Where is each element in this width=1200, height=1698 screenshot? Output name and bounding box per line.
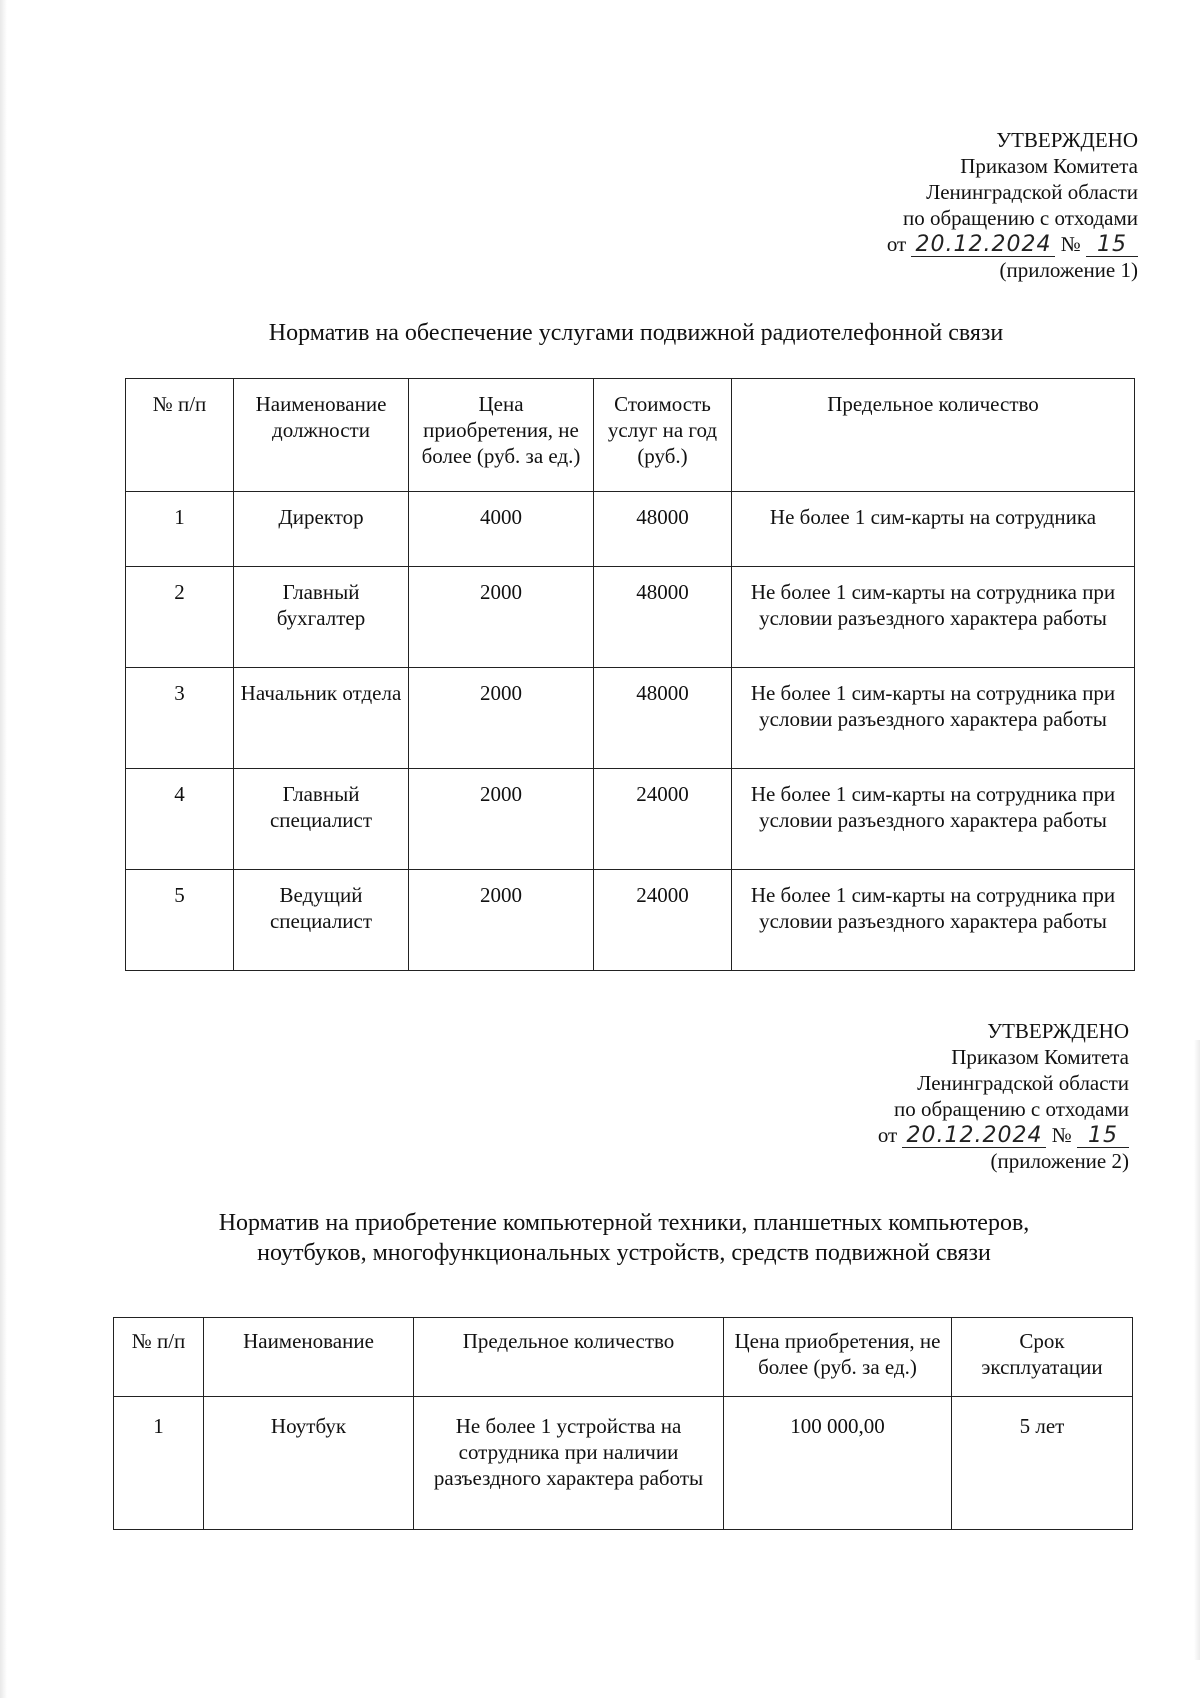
computer-equipment-table: [113, 1317, 1133, 1530]
column-header: Цена приобретения, не более (руб. за ед.): [409, 379, 594, 492]
cell-number: 4: [126, 769, 234, 870]
column-header: Цена приобретения, не более (руб. за ед.): [724, 1318, 952, 1397]
column-header: Предельное количество: [732, 379, 1135, 492]
title-line: Норматив на приобретение компьютерной техники, планшетных компьютеров,: [218, 1210, 1030, 1236]
number-prefix: №: [1060, 232, 1081, 256]
cell-limit: Не более 1 сим-карты на сотрудника при условии разъездного характера работы: [732, 769, 1135, 870]
scan-edge-right: [1194, 1040, 1200, 1660]
table-row: [126, 492, 1135, 567]
approval-line: по обращению с отходами: [903, 206, 1138, 230]
handwritten-number: 15: [1086, 234, 1138, 257]
cell-price: 100 000,00: [724, 1397, 952, 1530]
column-header: Наименование: [204, 1318, 414, 1397]
cell-number: 1: [126, 492, 234, 567]
cell-position: Директор: [234, 492, 409, 567]
approval-block-2: [878, 1018, 1129, 1174]
approval-date-line: [878, 1122, 1129, 1148]
cell-position: Главный специалист: [234, 769, 409, 870]
column-header: Наименование должности: [234, 379, 409, 492]
date-prefix: от: [877, 1123, 898, 1147]
cell-limit: Не более 1 сим-карты на сотрудника при условии разъездного характера работы: [732, 567, 1135, 668]
approval-line: Приказом Комитета: [951, 1045, 1129, 1069]
approval-block-1: [887, 127, 1138, 283]
mobile-services-table: [125, 378, 1135, 971]
handwritten-number: 15: [1077, 1125, 1129, 1148]
approval-line: Ленинградской области: [926, 180, 1138, 204]
cell-price: 2000: [409, 769, 594, 870]
number-prefix: №: [1051, 1123, 1072, 1147]
cell-price: 2000: [409, 870, 594, 971]
cell-limit: Не более 1 сим-карты на сотрудника при условии разъездного характера работы: [732, 668, 1135, 769]
cell-annual-cost: 24000: [594, 769, 732, 870]
table-row: [126, 668, 1135, 769]
column-header: № п/п: [126, 379, 234, 492]
approval-line: Приказом Комитета: [960, 154, 1138, 178]
cell-number: 2: [126, 567, 234, 668]
cell-limit: Не более 1 сим-карты на сотрудника: [732, 492, 1135, 567]
column-header: № п/п: [114, 1318, 204, 1397]
handwritten-date: 20.12.2024: [911, 234, 1055, 257]
cell-annual-cost: 24000: [594, 870, 732, 971]
cell-number: 5: [126, 870, 234, 971]
approval-line: по обращению с отходами: [894, 1097, 1129, 1121]
table-row: [114, 1397, 1133, 1530]
cell-price: 2000: [409, 668, 594, 769]
cell-item-name: Ноутбук: [204, 1397, 414, 1530]
cell-service-life: 5 лет: [952, 1397, 1133, 1530]
cell-position: Ведущий специалист: [234, 870, 409, 971]
cell-annual-cost: 48000: [594, 567, 732, 668]
table-row: [126, 870, 1135, 971]
cell-limit: Не более 1 устройства на сотрудника при наличии разъездного характера работы: [414, 1397, 724, 1530]
table-row: [126, 567, 1135, 668]
column-header: Предельное количество: [414, 1318, 724, 1397]
approval-date-line: [887, 231, 1138, 257]
scan-edge-left: [0, 0, 7, 1698]
cell-number: 3: [126, 668, 234, 769]
table-header-row: [114, 1318, 1133, 1397]
date-prefix: от: [886, 232, 907, 256]
table-header-row: [126, 379, 1135, 492]
cell-number: 1: [114, 1397, 204, 1530]
table-row: [126, 769, 1135, 870]
document-title-1: Норматив на обеспечение услугами подвижной радиотелефонной связи: [268, 320, 1004, 346]
title-line: ноутбуков, многофункциональных устройств, средств подвижной связи: [257, 1240, 991, 1266]
approval-heading: УТВЕРЖДЕНО: [996, 128, 1138, 152]
appendix-label: (приложение 1): [999, 258, 1138, 282]
handwritten-date: 20.12.2024: [902, 1125, 1046, 1148]
cell-annual-cost: 48000: [594, 492, 732, 567]
column-header: Срок эксплуатации: [952, 1318, 1133, 1397]
approval-heading: УТВЕРЖДЕНО: [987, 1019, 1129, 1043]
document-title-2: [0, 1208, 1200, 1268]
approval-line: Ленинградской области: [917, 1071, 1129, 1095]
cell-annual-cost: 48000: [594, 668, 732, 769]
column-header: Стоимость услуг на год (руб.): [594, 379, 732, 492]
appendix-label: (приложение 2): [990, 1149, 1129, 1173]
cell-position: Начальник отдела: [234, 668, 409, 769]
cell-price: 2000: [409, 567, 594, 668]
cell-limit: Не более 1 сим-карты на сотрудника при условии разъездного характера работы: [732, 870, 1135, 971]
cell-position: Главный бухгалтер: [234, 567, 409, 668]
cell-price: 4000: [409, 492, 594, 567]
